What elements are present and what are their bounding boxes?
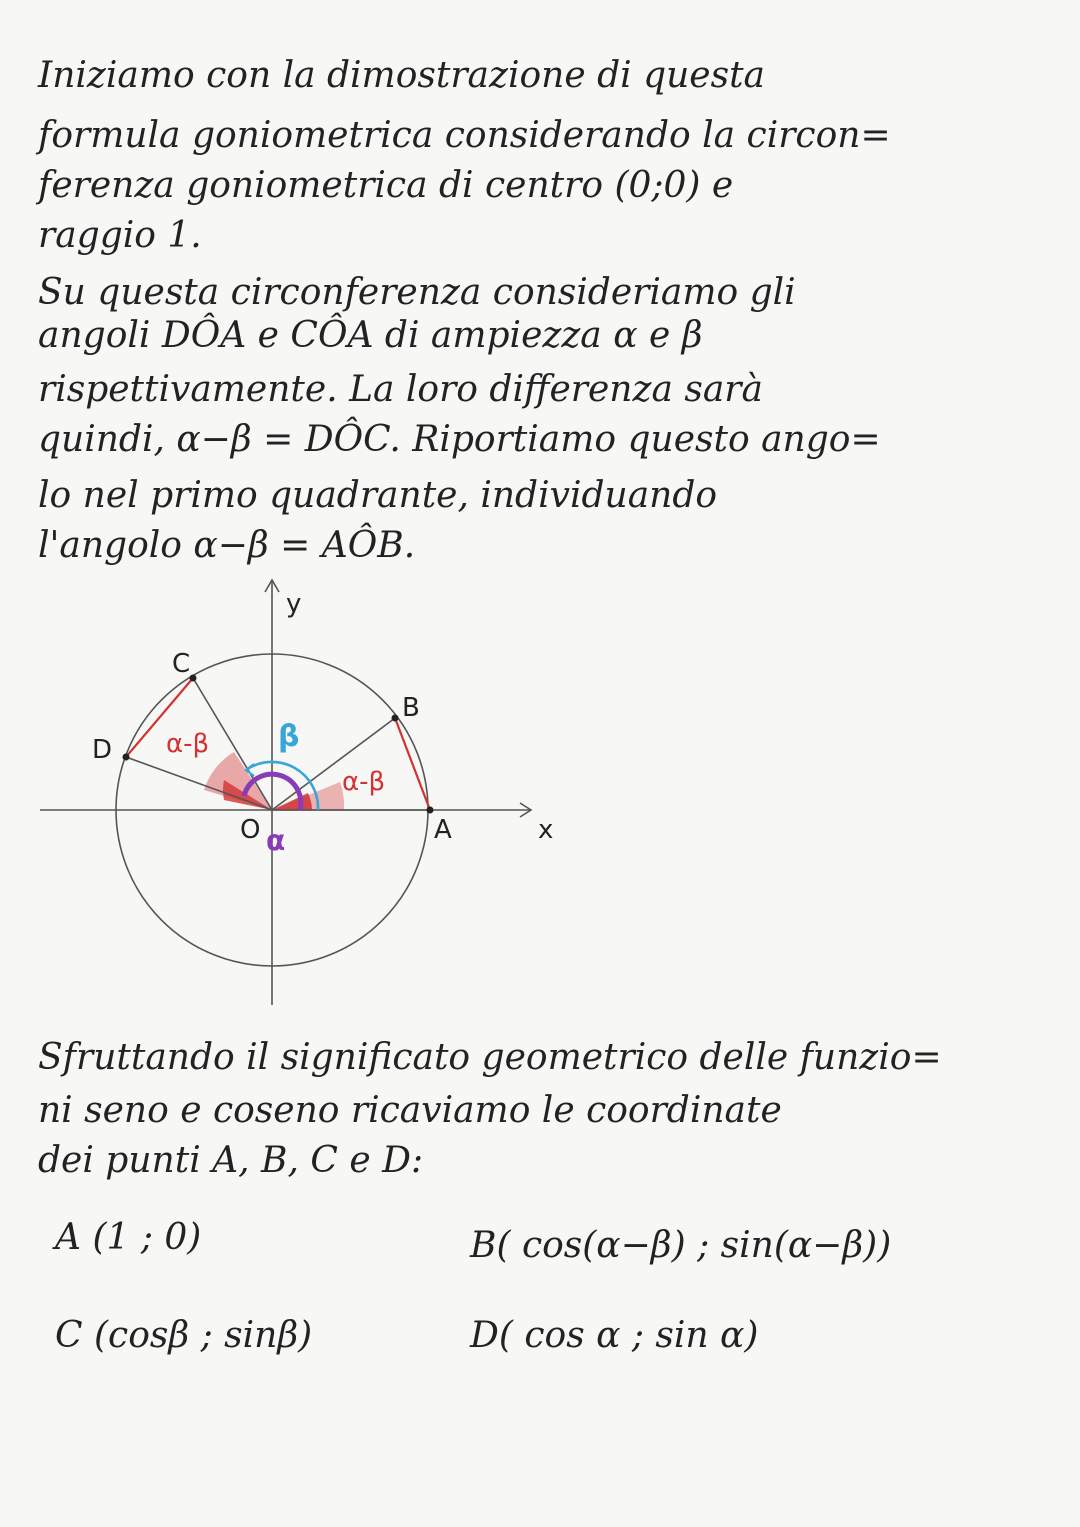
angle-label-alpha-minus-beta-lower: α-β bbox=[342, 767, 386, 797]
coordinate-D: D( cos α ; sin α) bbox=[470, 1315, 759, 1356]
wedge-shade-first bbox=[272, 782, 344, 810]
text-line: raggio 1. bbox=[38, 215, 202, 256]
coordinate-A: A (1 ; 0) bbox=[55, 1217, 202, 1258]
point-D-label: D bbox=[92, 735, 113, 765]
angle-label-alpha: α bbox=[266, 824, 286, 857]
text-line: l'angolo α−β = AÔB. bbox=[38, 525, 416, 566]
point-C-dot bbox=[190, 675, 197, 682]
text-line: dei punti A, B, C e D: bbox=[38, 1140, 424, 1181]
text-line: Sfruttando il significato geometrico delle funzio= bbox=[38, 1037, 942, 1078]
text-line: formula goniometrica considerando la circon= bbox=[38, 115, 891, 156]
point-D-dot bbox=[123, 754, 130, 761]
coordinate-B: B( cos(α−β) ; sin(α−β)) bbox=[470, 1225, 892, 1266]
point-B-dot bbox=[392, 715, 399, 722]
point-C-label: C bbox=[172, 649, 191, 679]
text-line: quindi, α−β = DÔC. Riportiamo questo ango= bbox=[38, 419, 881, 460]
text-line: rispettivamente. La loro differenza sarà bbox=[38, 369, 763, 410]
angle-label-beta: β bbox=[278, 719, 300, 754]
text-line: angoli DÔA e CÔA di ampiezza α e β bbox=[38, 315, 703, 356]
coordinate-C: C (cosβ ; sinβ) bbox=[55, 1315, 313, 1356]
text-line: lo nel primo quadrante, individuando bbox=[38, 475, 718, 516]
angle-label-alpha-minus-beta-upper: α-β bbox=[166, 729, 210, 759]
point-B-label: B bbox=[402, 693, 420, 723]
text-line: ni seno e coseno ricaviamo le coordinate bbox=[38, 1090, 782, 1131]
chord-AB bbox=[395, 718, 430, 810]
text-line: Su questa circonferenza consideriamo gli bbox=[38, 272, 796, 313]
origin-label: O bbox=[240, 815, 261, 845]
axis-x-label: x bbox=[538, 815, 554, 845]
text-line: Iniziamo con la dimostrazione di questa bbox=[38, 55, 766, 96]
point-A-label: A bbox=[434, 815, 452, 845]
axis-y-label: y bbox=[286, 589, 302, 619]
text-line: ferenza goniometrica di centro (0;0) e bbox=[38, 165, 734, 206]
point-A-dot bbox=[427, 807, 434, 814]
